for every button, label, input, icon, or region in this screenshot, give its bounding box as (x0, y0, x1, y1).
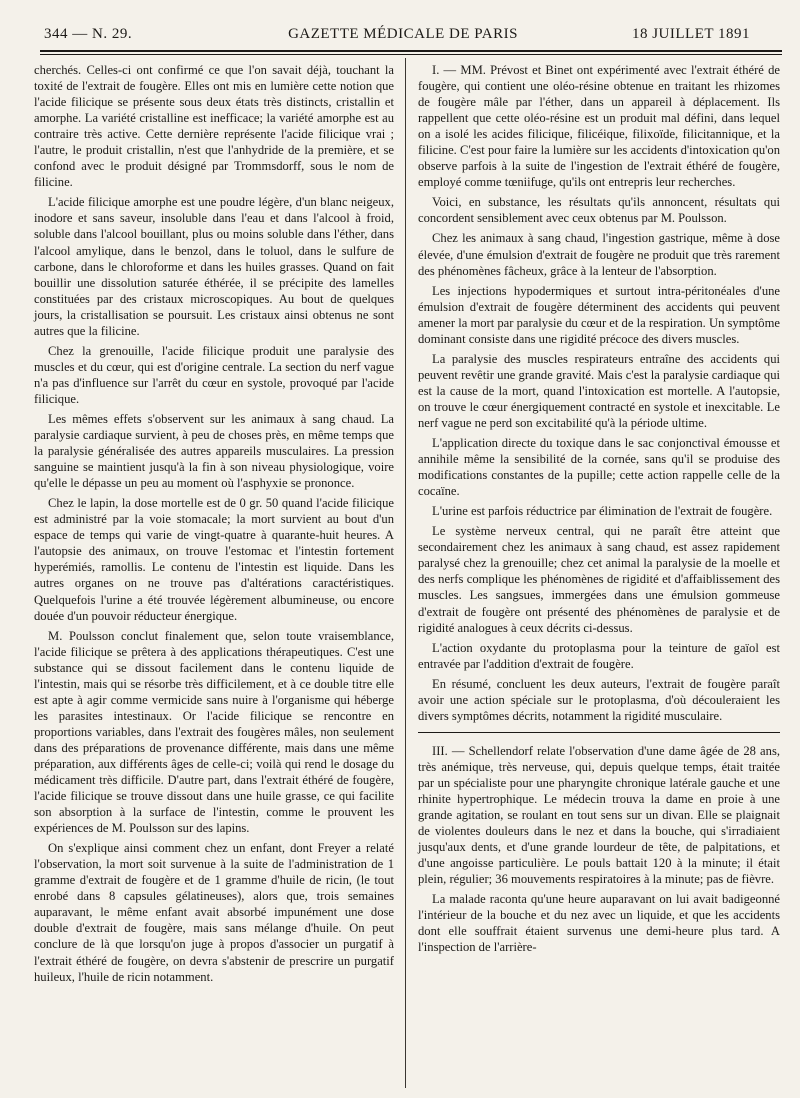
paragraph: On s'explique ainsi comment chez un enfant, dont Freyer a relaté l'observation, la mort soit survenue à la suite de l'administration de 1 gramme d'extrait de fougère et de 1 gramme d'huile de ricin, (le tout enrobé dans 8 capsules gélatineuses), alors que, trois semaines auparavant, le même enfant avait absorbé impunément une dose double d'extrait de fougère, mais sans mélange d'huile. On peut conclure de là que lorsqu'on juge à propos d'associer un purgatif à l'extrait éthéré de fougère, on devra s'abstenir de prescrire un purgatif huileux, l'huile de ricin notamment. (34, 841, 394, 984)
paragraph: L'action oxydante du protoplasma pour la teinture de gaïol est entravée par l'addition d'extrait de fougère. (418, 640, 780, 671)
column-divider (405, 58, 406, 1088)
paragraph: L'urine est parfois réductrice par élimination de l'extrait de fougère. (432, 504, 773, 519)
paragraph: M. Poulsson conclut finalement que, selon toute vraisemblance, l'acide filicique se prêtera à des applications thérapeutiques. C'est une substance qui se dissout facilement dans le contenu liquide de l'intestin, mais qui se résorbe très difficilement, et à ce double titre elle est apte à agir comme vermicide sans nuire à l'organisme qui héberge les parasites intestinaux. Or l'acide filicique se rencontre en proportions variables, dans l'extrait des fougères mâles, non seulement dans des préparations de provenance différente, mais dans une même préparation, aux différents âges de celle-ci; voilà qui rend le dosage du médicament très difficile. D'autre part, dans l'extrait éthéré de fougère, l'acide filicique se trouve dissout dans une huile grasse, ce qui facilite son absorption à la surface de l'intestin, comme le prouvent les expériences de M. Poulsson sur des lapins. (34, 628, 394, 836)
paragraph: Chez le lapin, la dose mortelle est de 0 gr. 50 quand l'acide filicique est administré par la voie stomacale; la mort survient au bout d'un espace de temps qui varie de vingt-quatre à quarante-huit heures. A l'autopsie des animaux, on trouve l'estomac et l'intestin fortement hyperémiés, ramollis. Le contenu de l'intestin est liquide. Dans les autres organes on ne trouve pas d'altérations caractéristiques. Quelquefois l'urine a été trouvée légèrement albumineuse, ou encore douée d'un pouvoir réducteur énergique. (34, 496, 394, 623)
paragraph: Chez la grenouille, l'acide filicique produit une paralysie des muscles et du cœur, qui est d'origine centrale. La section du nerf vague n'a pas d'influence sur l'arrêt du cœur en systole, provoqué par l'acide filicique. (34, 343, 394, 406)
paragraph: Les mêmes effets s'observent sur les animaux à sang chaud. La paralysie cardiaque survient, à peu de choses près, en même temps que la paralysie généralisée des autres appareils musculaires. La pression sanguine se maintient jusqu'à la fin à son niveau physiologique, voire qu'elle le dépasse un peu au moment où l'asphyxie se prononce. (34, 411, 394, 491)
section-separator (418, 732, 780, 733)
paragraph: L'acide filicique amorphe est une poudre légère, d'un blanc neigeux, inodore et sans saveur, insoluble dans l'eau et dans l'alcool à froid, soluble dans l'alcool bouillant, plus ou moins soluble dans l'éther, dans l'alcool amylique, dans le benzol, dans le toluol, dans le sulfure de carbone, dans le chloroforme et dans les huiles grasses. Quand on fait bouillir une dissolution saturée éthérée, il se précipite des lamelles constituées par des cristaux microscopiques. Au bout de quelques jours, la cristallisation se poursuit. Les cristaux ainsi obtenus ne sont autres que la filicine. (34, 195, 394, 338)
paragraph: La malade raconta qu'une heure auparavant on lui avait badigeonné l'intérieur de la bouche et du nez avec un liquide, et que les accidents dont elle souffrait étaient survenus une demi-heure plus tard. A l'inspection de l'arrière- (418, 892, 780, 955)
paragraph: En résumé, concluent les deux auteurs, l'extrait de fougère paraît avoir une action spéciale sur le protoplasma, d'où découleraient les divers symptômes décrits, notamment la rigidité musculaire. (418, 676, 780, 723)
left-column (34, 62, 394, 989)
paragraph: L'application directe du toxique dans le sac conjonctival émousse et annihile même la sensibilité de la cornée, sans qu'il se produise des modifications constantes de la pupille; cette action rappelle celle de la cocaïne. (418, 436, 780, 499)
page-header (36, 22, 770, 44)
paragraph: Le système nerveux central, qui ne paraît être atteint que secondairement chez les animaux à sang chaud, est assez rapidement paralysé chez la grenouille; chez cet animal la paralysie de la moelle et des nerfs complique les phénomènes de rigidité et d'affaiblissement des muscles. Les sangsues, immergées dans une émulsion gommeuse d'extrait de fougère ont présenté des phénomènes de paralysie et de rigidité analogues à ceux décrits ci-dessus. (418, 524, 780, 635)
paragraph: I. — MM. Prévost et Binet ont expérimenté avec l'extrait éthéré de fougère, qui contient une oléo-résine obtenue en traitant les rhizomes de fougère mâle par l'éther, dans un appareil à déplacement. Ils rappellent que cette oléo-résine est un produit mal défini, dans lequel on a isolé les acides filicique, filicéique, filixoïde, filicitannique, et la filicine. C'est pour faire la lumière sur les accidents d'intoxication qu'on observe parfois à la suite de l'ingestion de l'extrait éthéré de fougère, employé comme tœniifuge, qu'ils ont entrepris leur recherches. (418, 63, 780, 190)
page-number: 344 — N. 29. (44, 26, 133, 42)
paragraph: cherchés. Celles-ci ont confirmé ce que l'on savait déjà, touchant la toxité de l'extrait de fougère. Elles ont mis en lumière cette notion que l'acide filicique se présente sous deux états très distincts, cristallin et amorphe. La variété cristalline est inefficace; la variété amorphe est au contraire très active. Cette dernière représente l'acide filicique vrai ; l'autre, le produit cristallin, n'est que l'anhydride de la première, et se confond avec le produit désigné par Trommsdorff, sous le nom de filicine. (34, 63, 394, 190)
paragraph: Les injections hypodermiques et surtout intra-péritonéales d'une émulsion d'extrait de fougère déterminent des accidents qui peuvent amener la mort par paralysie du cœur et de la respiration. Un symptôme dominant consiste dans une rigidité précoce des divers muscles. (418, 283, 780, 346)
paragraph: Voici, en substance, les résultats qu'ils annoncent, résultats qui concordent sensiblement avec ceux obtenus par M. Poulsson. (418, 195, 780, 226)
header-rule (40, 50, 782, 55)
paragraph: III. — Schellendorf relate l'observation d'une dame âgée de 28 ans, très anémique, très nerveuse, qui, depuis quelque temps, était traitée par un spécialiste pour une pharyngite chronique latérale gauche et une rhinite hypertrophique. Le médecin trouva la dame en proie à une grande agitation, se roulant en tout sens sur un divan. Elle se plaignait de violentes douleurs dans le nez et dans la bouche, qui s'irradiaient jusqu'aux dents, et d'une grande lourdeur de tête, de palpitations, et d'une angoisse particulière. Le pouls battait 120 à la minute; il était plein, régulier; 36 mouvements respiratoires à la minute; pas de fièvre. (418, 743, 780, 887)
issue-date: 18 JUILLET 1891 (631, 26, 750, 42)
right-column (418, 62, 780, 959)
journal-title: GAZETTE MÉDICALE DE PARIS (288, 26, 518, 42)
paragraph: La paralysie des muscles respirateurs entraîne des accidents qui peuvent revêtir une grande gravité. Mais c'est la paralysie cardiaque qui est la cause de la mort, quand l'intoxication est mortelle. A l'autopsie, on trouve le cœur énergiquement contracté en systole et inexcitable. Le nerf vague ne perd son excitabilité qu'à la période ultime. (418, 351, 780, 430)
paragraph: Chez les animaux à sang chaud, l'ingestion gastrique, même à dose élevée, d'une émulsion d'extrait de fougère ne produit que très rarement des phénomènes fâcheux, grâce à la lenteur de l'absorption. (418, 231, 780, 278)
